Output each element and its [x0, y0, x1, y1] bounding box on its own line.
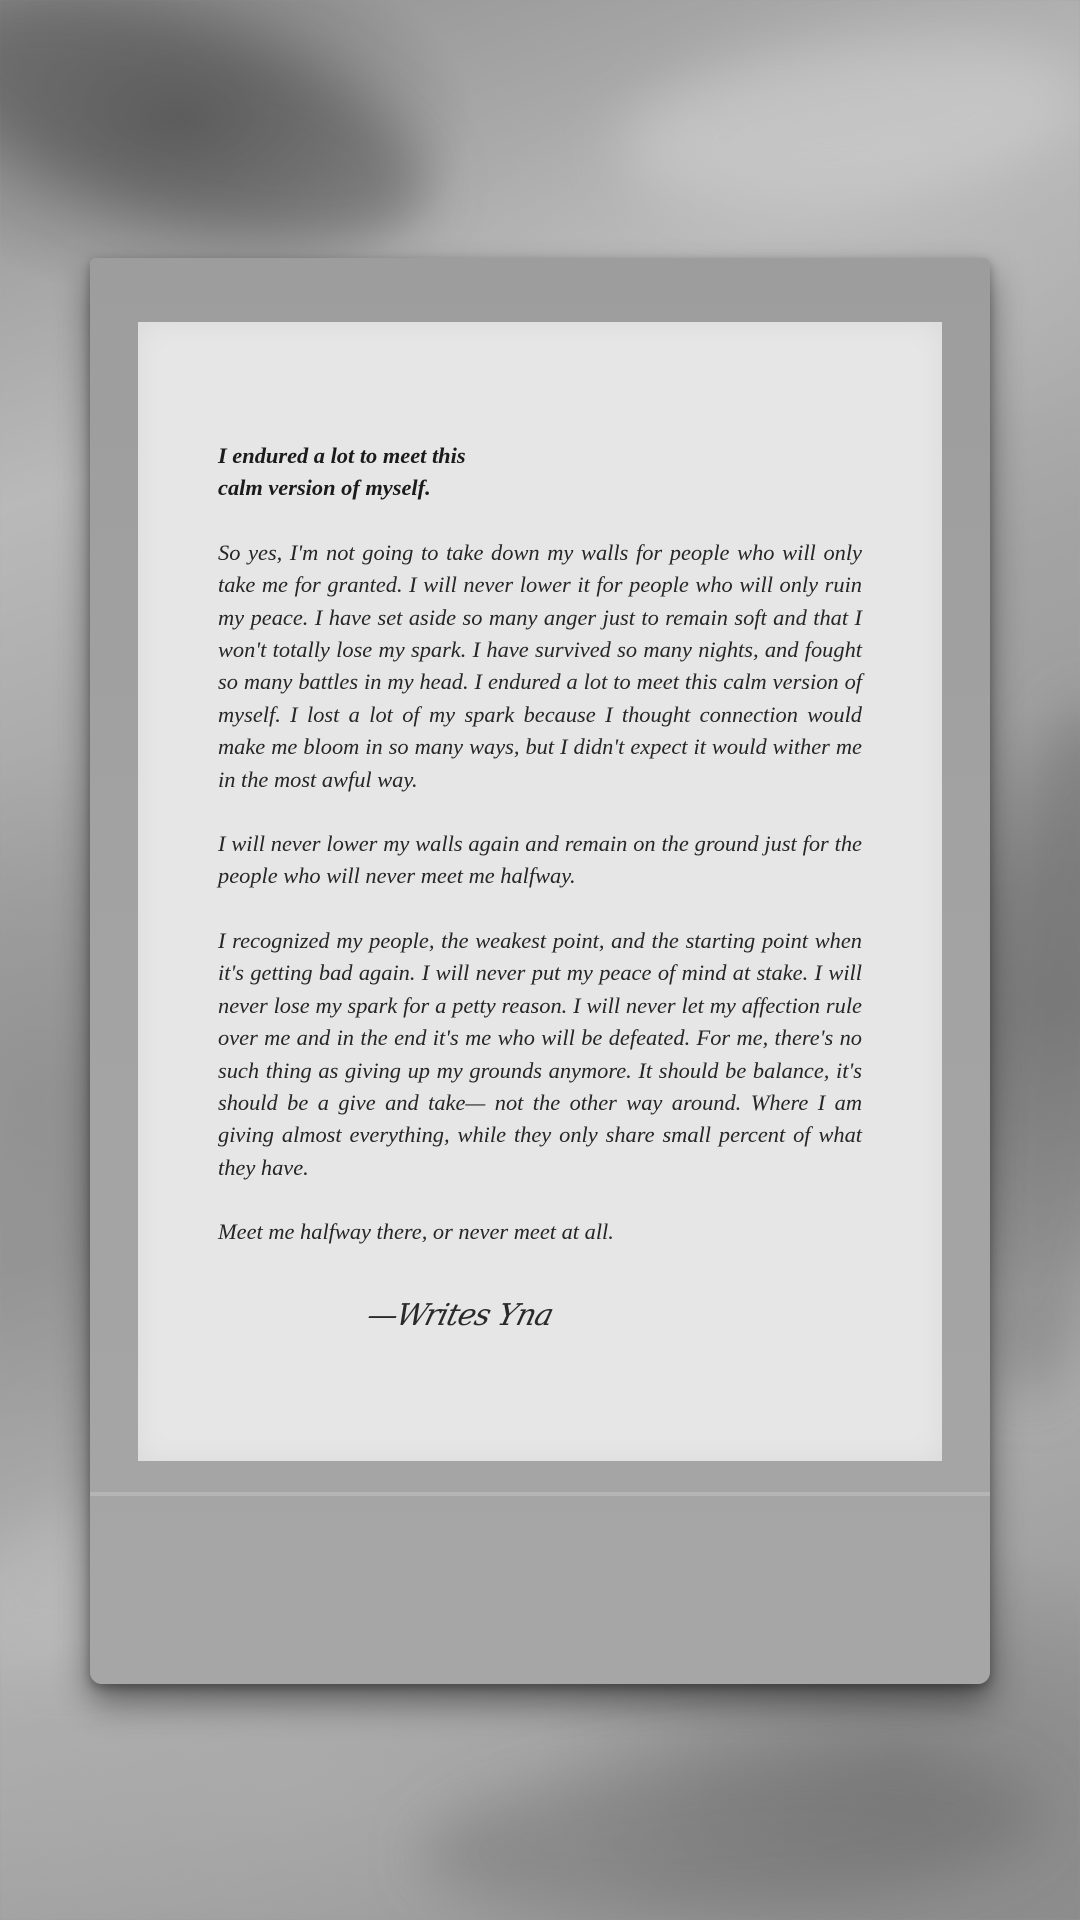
letter-paper [138, 322, 942, 1461]
letter-body [218, 440, 862, 1249]
paragraph-2: I will never lower my walls again and remain on the ground just for the people who will never meet me halfway. [218, 831, 862, 889]
frame-bottom-edge [90, 1492, 990, 1496]
paragraph-3: I recognized my people, the weakest point, and the starting point when it's getting bad again. I will never put my peace of mind at stake. I will never lose my spark for a petty reason. I will never let my affection rule over me and in the end it's me who will be defeated. For me, there's no such thing as giving up my grounds anymore. It should be balance, it's should be a give and take— not the other way around. Where I am giving almost everything, while they only share small percent of what they have. [218, 927, 862, 1180]
fabric-shadow [0, 0, 458, 295]
heading-line-1: I endured a lot to meet this [218, 443, 466, 468]
fabric-shadow [416, 1739, 1045, 1920]
paragraph-1: So yes, I'm not going to take down my walls for people who will only take me for granted. I will never lower it for people who will only ruin my peace. I have set aside so many anger just to remain soft and that I won't totally lose my spark. I have survived so many nights, and fought so many battles in my head. I endured a lot to meet this calm version of myself. I lost a lot of my spark because I thought connection would make me bloom in so many ways, but I didn't expect it would wither me in the most awful way. [218, 539, 862, 792]
signature: —Writes Yna [363, 1298, 557, 1333]
heading-line-2: calm version of myself. [218, 475, 431, 501]
fabric-highlight [611, 9, 1080, 231]
closing-line: Meet me halfway there, or never meet at all. [218, 1219, 614, 1245]
letter-heading [218, 440, 862, 505]
